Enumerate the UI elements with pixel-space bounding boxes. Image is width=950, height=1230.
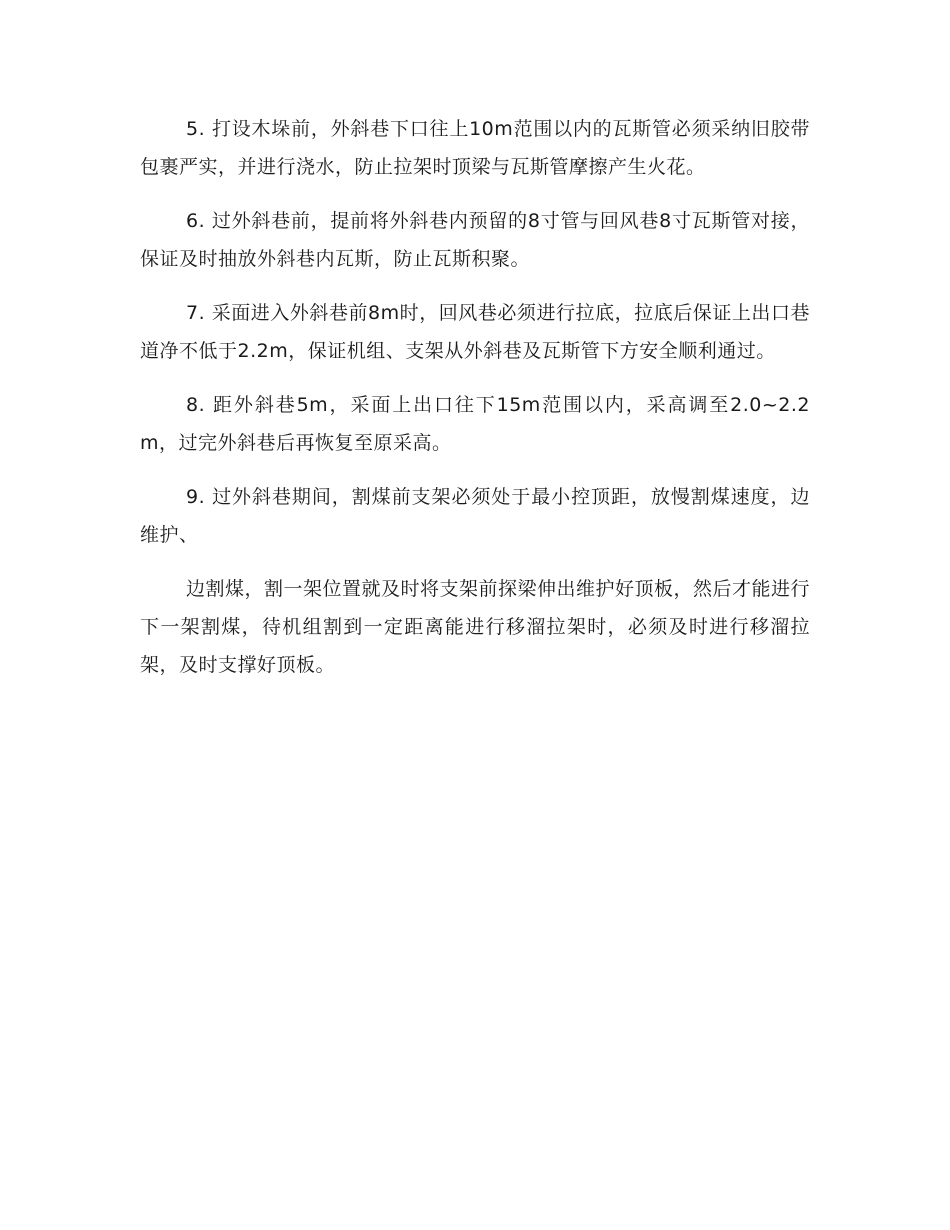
document-body — [140, 110, 810, 700]
paragraph-9: 9. 过外斜巷期间，割煤前支架必须处于最小控顶距，放慢割煤速度，边维护、 — [140, 486, 810, 546]
paragraph-5: 5. 打设木垛前，外斜巷下口往上10m范围以内的瓦斯管必须采纳旧胶带包裹严实，并进行浇水，防止拉架时顶梁与瓦斯管摩擦产生火花。 — [140, 118, 810, 178]
paragraph-7: 7. 采面进入外斜巷前8m时，回风巷必须进行拉底，拉底后保证上出口巷道净不低于2.2m，保证机组、支架从外斜巷及瓦斯管下方安全顺利通过。 — [140, 302, 810, 362]
paragraph-9-continued: 边割煤，割一架位置就及时将支架前探梁伸出维护好顶板，然后才能进行下一架割煤，待机组割到一定距离能进行移溜拉架时，必须及时进行移溜拉架，及时支撑好顶板。 — [140, 578, 811, 676]
paragraph-8: 8. 距外斜巷5m，采面上出口往下15m范围以内，采高调至2.0~2.2m，过完外斜巷后再恢复至原采高。 — [140, 394, 810, 454]
paragraph-6: 6. 过外斜巷前，提前将外斜巷内预留的8寸管与回风巷8寸瓦斯管对接，保证及时抽放外斜巷内瓦斯，防止瓦斯积聚。 — [140, 210, 810, 270]
